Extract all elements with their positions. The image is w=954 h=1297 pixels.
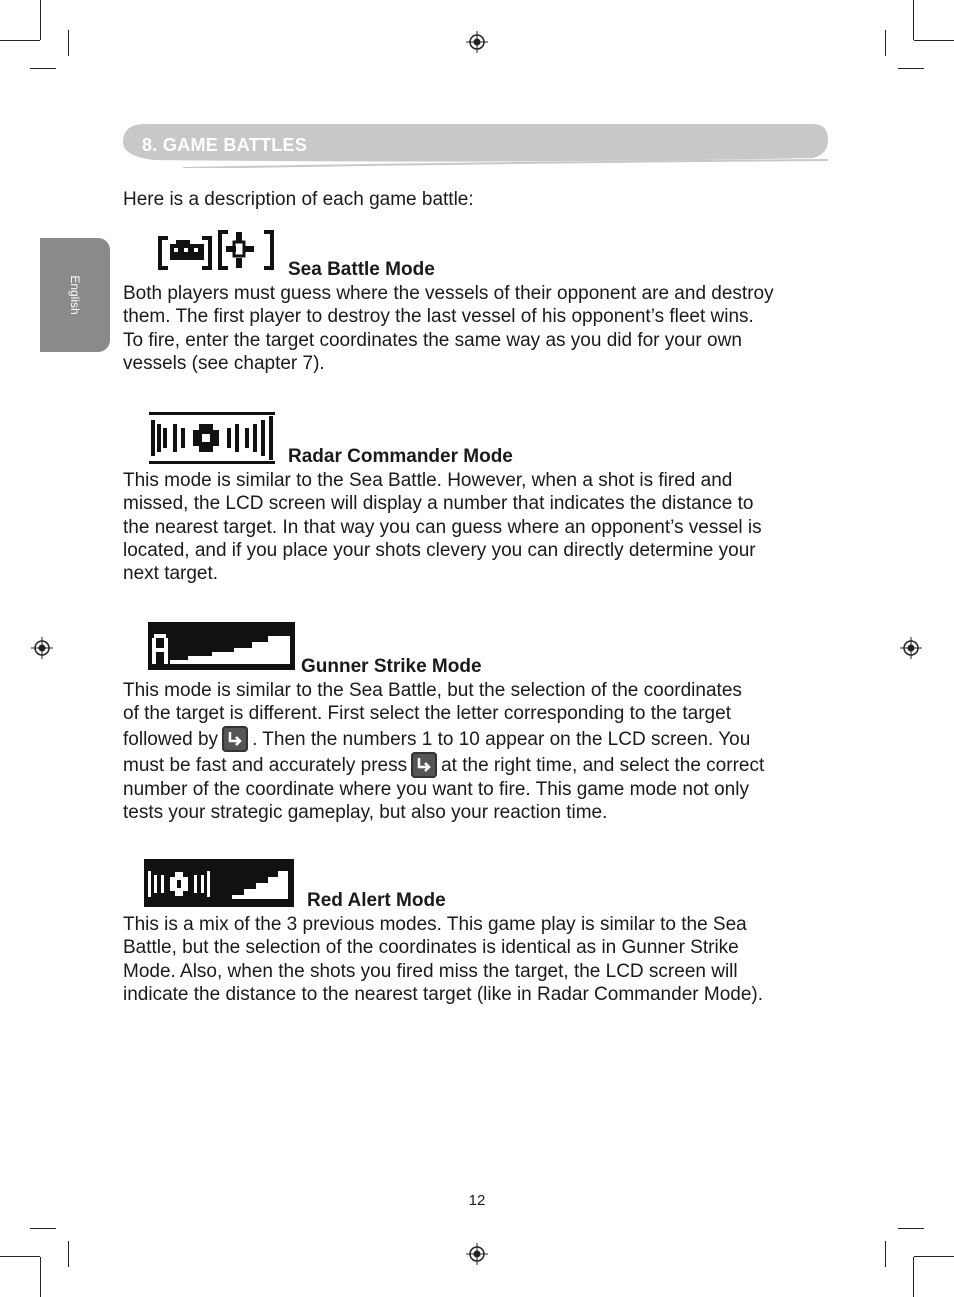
text-line: of the target is different. First select the letter corresponding to the target: [123, 703, 731, 725]
section-title: 8. GAME BATTLES: [142, 135, 308, 155]
text-fragment: at the right time, and select the correct: [441, 754, 765, 776]
text-line: located, and if you place your shots clevery you can directly determine your: [123, 539, 756, 561]
text-line: [123, 752, 835, 778]
text-line: This mode is similar to the Sea Battle. However, when a shot is fired and: [123, 470, 733, 491]
radar-commander-lcd-icon: [149, 412, 275, 464]
crop-mark: [898, 68, 924, 69]
text-line: Both players must guess where the vessels of their opponent are and destroy: [123, 283, 774, 304]
crop-mark: [40, 1257, 41, 1297]
enter-key-icon: [222, 726, 248, 752]
text-line: them. The first player to destroy the last vessel of his opponent’s fleet wins.: [123, 306, 754, 328]
crop-mark: [913, 0, 914, 40]
text-line: the nearest target. In that way you can guess where an opponent’s vessel is: [123, 516, 762, 538]
crop-mark: [885, 30, 886, 56]
mode-description-gunner-strike: [123, 679, 835, 824]
crop-mark: [913, 1257, 914, 1297]
mode-title-red-alert: Red Alert Mode: [307, 890, 446, 911]
crop-mark: [0, 40, 40, 41]
crop-mark: [30, 1228, 56, 1229]
language-tab-label: English: [68, 275, 82, 315]
enter-key-icon: [411, 752, 437, 778]
text-line: indicate the distance to the nearest target (like in Radar Commander Mode).: [123, 983, 763, 1005]
mode-description-red-alert: [123, 913, 835, 1006]
intro-text: Here is a description of each game battle:: [123, 189, 474, 210]
text-line: This mode is similar to the Sea Battle, but the selection of the coordinates: [123, 680, 742, 701]
text-line: next target.: [123, 563, 219, 585]
registration-mark-icon: [31, 637, 53, 659]
crop-mark: [885, 1241, 886, 1267]
text-line: Battle, but the selection of the coordinates is identical as in Gunner Strike: [123, 937, 739, 959]
registration-mark-icon: [466, 31, 488, 53]
text-line: vessels (see chapter 7).: [123, 352, 325, 374]
crop-mark: [30, 68, 56, 69]
crop-mark: [68, 1241, 69, 1267]
text-line: tests your strategic gameplay, but also your reaction time.: [123, 801, 608, 823]
text-line: To fire, enter the target coordinates the same way as you did for your own: [123, 329, 742, 351]
page-number: 12: [468, 1192, 486, 1209]
mode-title-radar-commander: Radar Commander Mode: [288, 446, 513, 467]
registration-mark-icon: [466, 1243, 488, 1265]
sea-battle-lcd-icon: [156, 226, 278, 274]
mode-description-sea-battle: [123, 282, 835, 375]
text-fragment: must be fast and accurately press: [123, 754, 408, 776]
crop-mark: [898, 1228, 924, 1229]
text-line: This is a mix of the 3 previous modes. This game play is similar to the Sea: [123, 914, 747, 935]
registration-mark-icon: [900, 637, 922, 659]
text-fragment: followed by: [123, 728, 219, 750]
crop-mark: [68, 30, 69, 56]
crop-mark: [914, 40, 954, 41]
text-line: [123, 726, 835, 752]
text-fragment: . Then the numbers 1 to 10 appear on the LCD screen. You: [252, 728, 751, 750]
crop-mark: [40, 0, 41, 40]
mode-description-radar-commander: [123, 469, 835, 585]
mode-title-sea-battle: Sea Battle Mode: [288, 259, 435, 280]
text-line: number of the coordinate where you want to fire. This game mode not only: [123, 778, 749, 800]
text-line: Mode. Also, when the shots you fired miss the target, the LCD screen will: [123, 960, 738, 982]
red-alert-lcd-icon: [144, 859, 294, 907]
text-line: missed, the LCD screen will display a number that indicates the distance to: [123, 493, 754, 515]
crop-mark: [0, 1256, 40, 1257]
crop-mark: [914, 1256, 954, 1257]
mode-title-gunner-strike: Gunner Strike Mode: [301, 656, 482, 677]
language-tab: [40, 238, 110, 352]
gunner-strike-lcd-icon: [148, 622, 295, 670]
